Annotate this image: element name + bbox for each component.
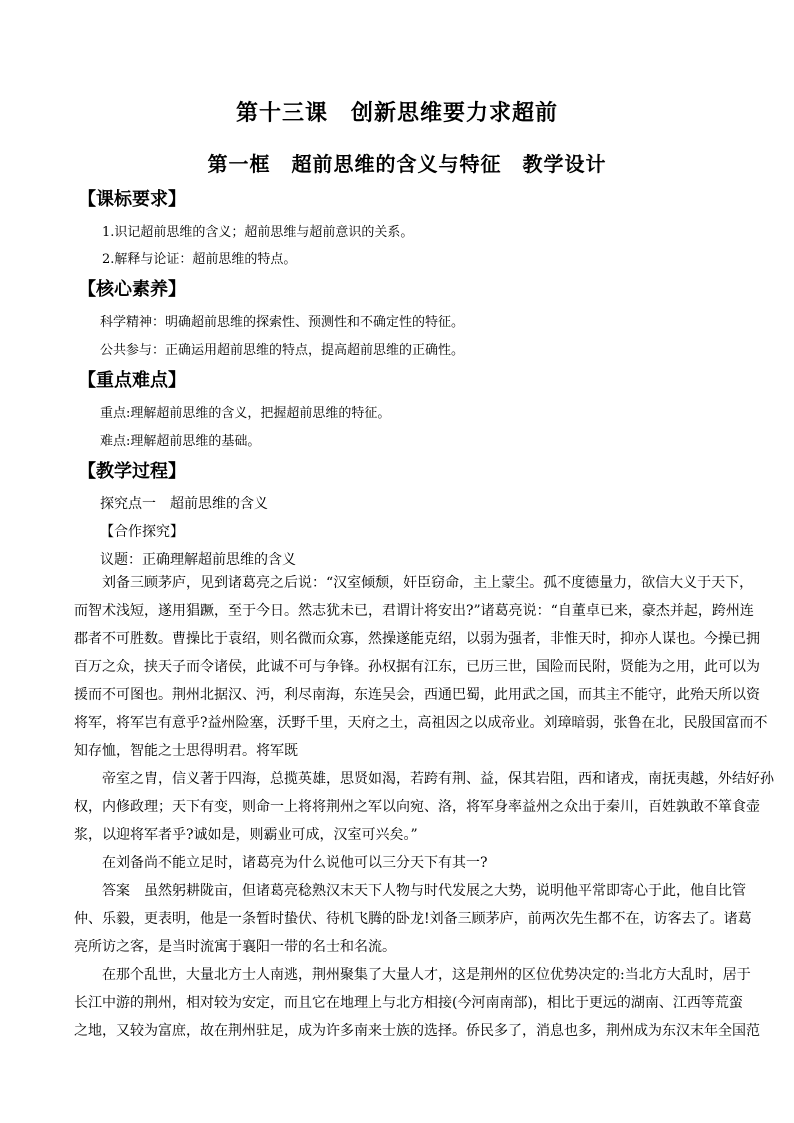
body-line: 郡者不可胜数。曹操比于袁绍，则名微而众寡，然操遂能克绍，以弱为强者，非惟天时，抑亦人谋也。今操已拥	[74, 631, 760, 647]
standards-item: 2.解释与论证：超前思维的特点。	[102, 252, 297, 267]
body-line: 之地，又较为富庶，故在荆州驻足，成为许多南来士族的选择。侨民多了，消息也多，荆州成为东汉末年全国范	[74, 1023, 760, 1039]
topic-line: 议题：正确理解超前思维的含义	[100, 552, 296, 568]
body-line: 仲、乐毅，更表明，他是一条暂时蛰伏、待机飞腾的卧龙!刘备三顾茅庐，前两次先生都不在，访客去了。诸葛	[74, 911, 752, 927]
body-line: 将军，将军岂有意乎?益州险塞，沃野千里，天府之土，高祖因之以成帝业。刘璋暗弱，张鲁在北，民殷国富而不	[74, 715, 768, 731]
body-line: 亮所访之客，是当时流寓于襄阳一带的名士和名流。	[74, 939, 396, 955]
lesson-title: 第十三课 创新思维要力求超前	[235, 100, 558, 126]
standards-item: 1.识记超前思维的含义；超前思维与超前意识的关系。	[102, 225, 414, 240]
body-line: 答案 虽然躬耕陇亩，但诸葛亮稔熟汉末天下人物与时代发展之大势，说明他平常即寄心于此，他自比管	[102, 883, 746, 899]
body-line: 援而不可图也。荆州北据汉、沔，利尽南海，东连吴会，西通巴蜀，此用武之国，而其主不能守，此殆天所以资	[74, 687, 760, 703]
body-line: 帝室之胄，信义著于四海，总揽英雄，思贤如渴，若跨有荆、益，保其岩阻，西和诸戎，南抚夷越，外结好孙	[102, 771, 774, 787]
body-line: 权，内修政理；天下有变，则命一上将将荆州之军以向宛、洛，将军身率益州之众出于秦川，百姓孰敢不箪食壶	[74, 799, 760, 815]
body-line: 在那个乱世，大量北方士人南逃，荆州聚集了大量人才，这是荆州的区位优势决定的:当北方大乱时，居于	[102, 967, 751, 983]
body-line: 在刘备尚不能立足时，诸葛亮为什么说他可以三分天下有其一?	[102, 855, 488, 871]
body-line: 刘备三顾茅庐，见到诸葛亮之后说：“汉室倾颓，奸臣窃命，主上蒙尘。孤不度德量力，欲信大义于天下，	[102, 575, 754, 591]
body-line: 而智术浅短，遂用猖蹶，至于今日。然志犹未已，君谓计将安出?”诸葛亮说：“自董卓已来，豪杰并起，跨州连	[74, 603, 754, 619]
body-text	[74, 569, 774, 1045]
body-line: 百万之众，挟天子而令诸侯，此诚不可与争锋。孙权据有江东，已历三世，国险而民附，贤能为之用，此可以为	[74, 659, 760, 675]
body-line: 知存恤，智能之士思得明君。将军既	[74, 743, 298, 759]
body-line: 长江中游的荆州，相对较为安定，而且它在地理上与北方相接(今河南南部)，相比于更远的湖南、江西等荒蛮	[74, 995, 743, 1011]
body-line: 浆，以迎将军者乎?诚如是，则霸业可成，汉室可兴矣。”	[74, 827, 418, 843]
cooperative-inquiry-label: 【合作探究】	[100, 524, 184, 540]
section-heading-key-points: 【重点难点】	[78, 370, 186, 391]
lesson-subtitle: 第一框 超前思维的含义与特征 教学设计	[207, 152, 607, 176]
key-point-item: 难点:理解超前思维的基础。	[100, 434, 261, 449]
section-heading-standards: 【课标要求】	[78, 189, 186, 210]
literacy-item: 公共参与：正确运用超前思维的特点，提高超前思维的正确性。	[100, 343, 465, 358]
section-heading-process: 【教学过程】	[78, 461, 186, 482]
inquiry-point-heading: 探究点一 超前思维的含义	[100, 496, 268, 512]
literacy-item: 科学精神：明确超前思维的探索性、预测性和不确定性的特征。	[100, 315, 465, 330]
key-point-item: 重点:理解超前思维的含义，把握超前思维的特征。	[100, 406, 391, 421]
section-heading-literacy: 【核心素养】	[78, 279, 186, 300]
